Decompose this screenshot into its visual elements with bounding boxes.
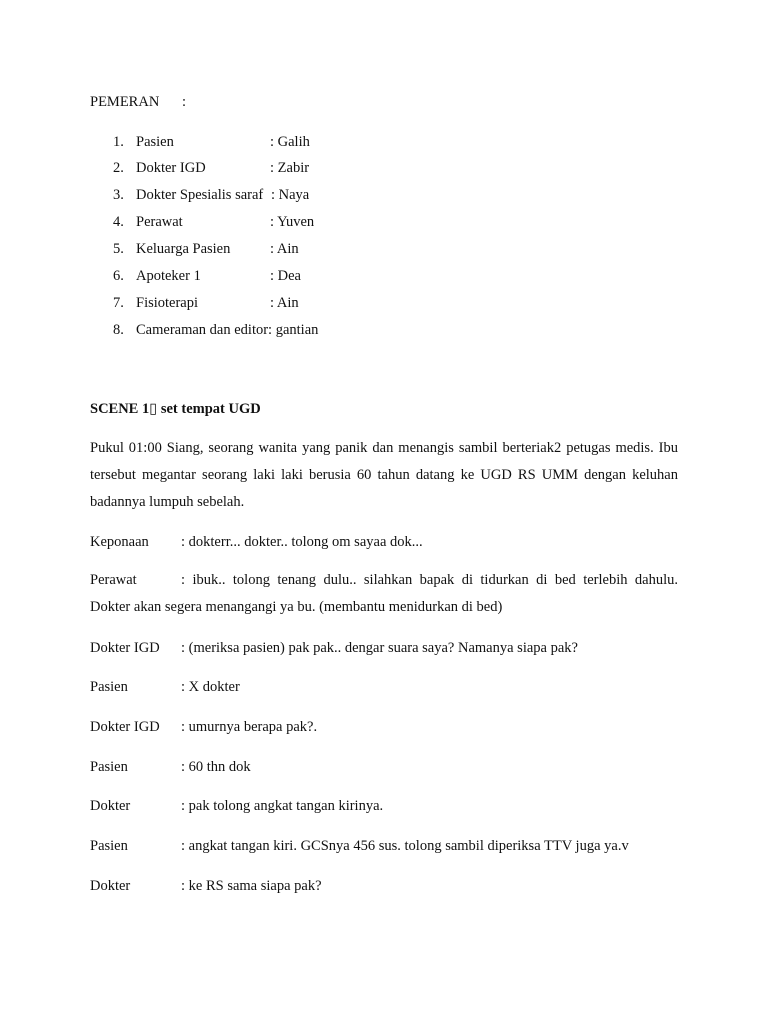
- dialogue-first-line: [90, 567, 678, 594]
- cast-list-item: [0, 321, 768, 339]
- dialogue-speech: : umurnya berapa pak?.: [181, 719, 318, 735]
- dialogue-continuation: Dokter akan segera menangangi ya bu. (membantu menidurkan di bed): [90, 599, 503, 615]
- dialogue-speaker: Perawat: [90, 572, 137, 588]
- cast-role: Pasien: [136, 134, 174, 150]
- scene-intro-paragraph: [90, 435, 678, 516]
- cast-actor: : Naya: [271, 187, 310, 203]
- dialogue-speech: : ibuk.. tolong tenang dulu.. silahkan bapak di tidurkan di bed terlebih dahulu.: [181, 572, 678, 588]
- cast-list-item: [0, 159, 768, 177]
- dialogue-speech: : pak tolong angkat tangan kirinya.: [181, 798, 384, 814]
- list-number: 1.: [113, 134, 124, 150]
- dialogue-speech: : angkat tangan kiri. GCSnya 456 sus. tolong sambil diperiksa TTV juga ya.v: [181, 838, 629, 854]
- dialogue-speech: : (meriksa pasien) pak pak.. dengar suara saya? Namanya siapa pak?: [181, 640, 578, 656]
- list-number: 5.: [113, 241, 124, 257]
- list-number: 8.: [113, 322, 124, 338]
- list-number: 6.: [113, 268, 124, 284]
- dialogue-speaker: Pasien: [90, 759, 128, 775]
- cast-heading-label: PEMERAN: [90, 94, 160, 110]
- cast-actor: : Zabir: [270, 160, 310, 176]
- paragraph-line: tersebut megantar seorang laki laki berusia 60 tahun datang ke UGD RS UMM dengan keluhan: [90, 467, 678, 483]
- cast-actor: : Dea: [270, 268, 301, 284]
- list-number: 2.: [113, 160, 124, 176]
- list-number: 3.: [113, 187, 124, 203]
- dialogue-speaker: Keponaan: [90, 534, 149, 550]
- paragraph-line: badannya lumpuh sebelah.: [90, 494, 245, 510]
- cast-actor: : Ain: [270, 241, 299, 257]
- dialogue-speaker: Dokter IGD: [90, 640, 160, 656]
- dialogue-speaker: Dokter: [90, 798, 131, 814]
- cast-list-item: [0, 133, 768, 151]
- cast-actor: : Yuven: [270, 214, 315, 230]
- cast-role: Dokter IGD: [136, 160, 206, 176]
- cast-role: Cameraman dan editor: gantian: [136, 322, 319, 338]
- cast-heading-colon: :: [182, 94, 187, 110]
- dialogue-speaker: Pasien: [90, 679, 128, 695]
- dialogue-speech: : dokterr... dokter.. tolong om sayaa dok...: [181, 534, 423, 550]
- dialogue-speech: : ke RS sama siapa pak?: [181, 878, 322, 894]
- dialogue-speech: : X dokter: [181, 679, 240, 695]
- cast-role: Apoteker 1: [136, 268, 201, 284]
- dialogue-line: [90, 567, 678, 621]
- cast-actor: : Ain: [270, 295, 299, 311]
- list-number: 4.: [113, 214, 124, 230]
- cast-role: Perawat: [136, 214, 183, 230]
- cast-heading: [90, 93, 187, 111]
- dialogue-speaker: Dokter IGD: [90, 719, 160, 735]
- dialogue-speech: : 60 thn dok: [181, 759, 251, 775]
- cast-list-item: [0, 267, 768, 285]
- dialogue-speaker: Dokter: [90, 878, 131, 894]
- scene-heading: SCENE 1▯ set tempat UGD: [90, 401, 261, 417]
- cast-list-item: [0, 240, 768, 258]
- cast-actor: : Galih: [270, 134, 310, 150]
- cast-role: Keluarga Pasien: [136, 241, 231, 257]
- cast-role: Fisioterapi: [136, 295, 199, 311]
- cast-list-item: [0, 213, 768, 231]
- dialogue-speaker: Pasien: [90, 838, 128, 854]
- cast-list-item: [0, 186, 768, 204]
- list-number: 7.: [113, 295, 124, 311]
- cast-role: Dokter Spesialis saraf: [136, 187, 264, 203]
- cast-list-item: [0, 294, 768, 312]
- paragraph-line: Pukul 01:00 Siang, seorang wanita yang panik dan menangis sambil berteriak2 petugas medis. Ibu: [90, 440, 678, 456]
